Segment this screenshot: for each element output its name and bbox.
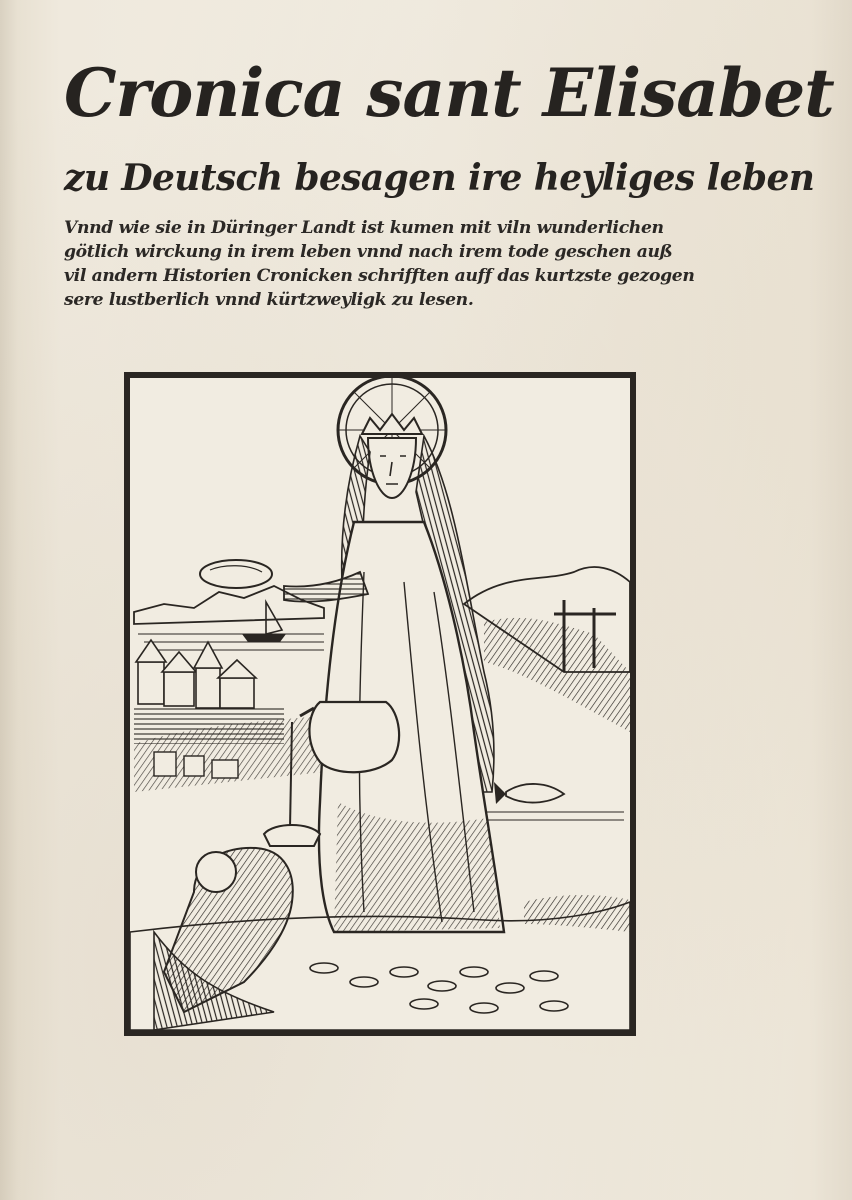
woodcut-illustration	[124, 372, 636, 1036]
title-subtitle: zu Deutsch besagen ire heyliges leben	[64, 157, 815, 199]
body-line-3: vil andern Historien Cronicken schrifften auff das kurtzste gezogen	[64, 266, 695, 286]
body-line-4: sere lustberlich vnnd kürtzweyligk zu lesen.	[64, 290, 474, 310]
body-line-1: Vnnd wie sie in Düringer Landt ist kumen mit viln wunderlichen	[64, 218, 664, 238]
title-body-text	[64, 216, 714, 312]
body-line-2: götlich wirckung in irem leben vnnd nach irem tode geschen auß	[64, 242, 673, 262]
title-main: Cronica sant Elisabet	[64, 54, 834, 132]
